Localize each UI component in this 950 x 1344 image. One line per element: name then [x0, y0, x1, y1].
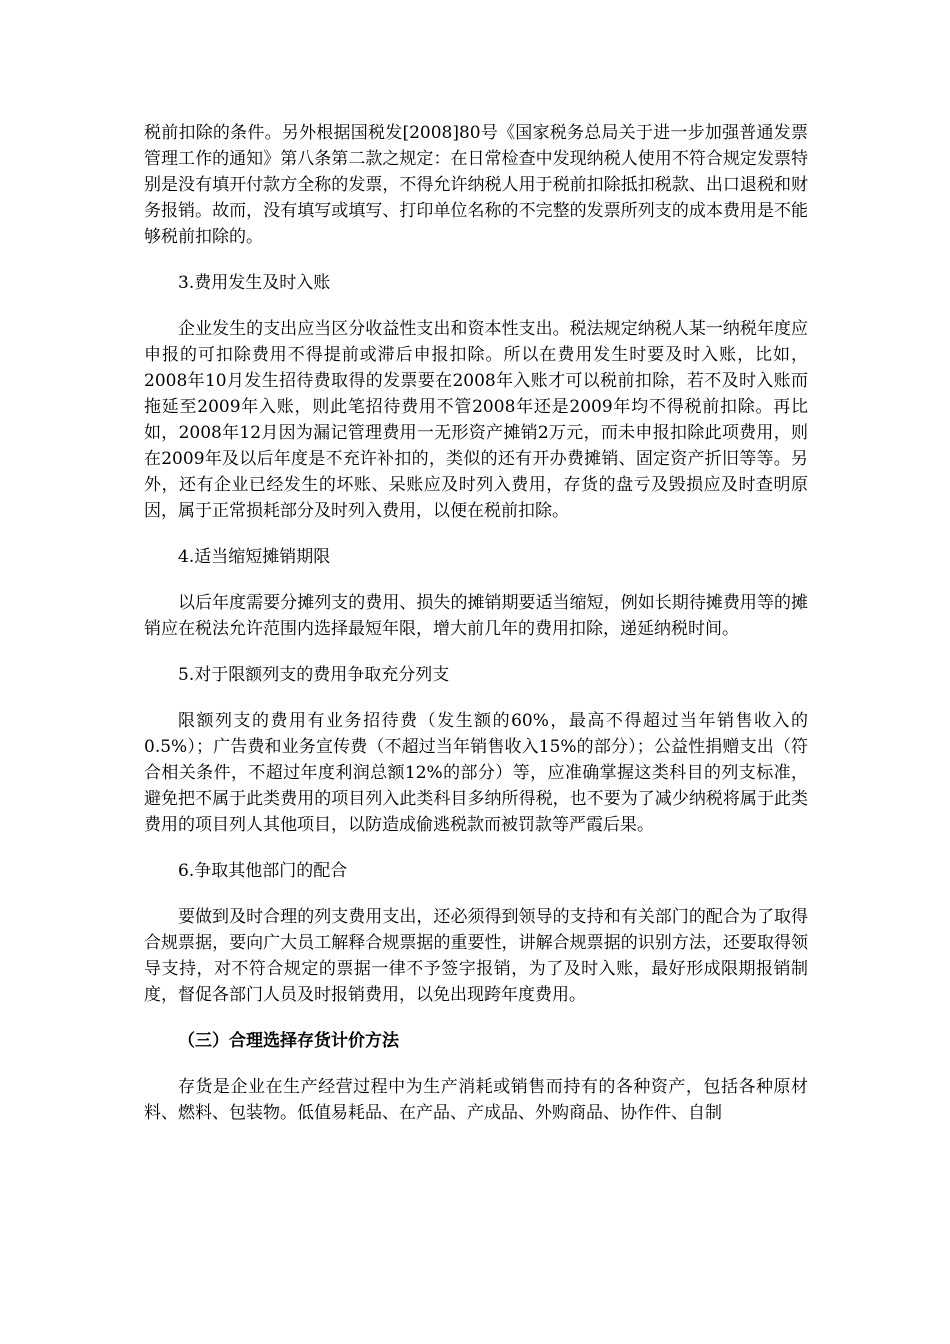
paragraph-limited-expenses: 限额列支的费用有业务招待费（发生额的60%，最高不得超过当年销售收入的0.5%）；广告费和业务宣传费（不超过当年销售收入15%的部分）；公益性捐赠支出（符合相关条件，不超过年度利润总额12%的部分）等，应准确掌握这类科目的列支标准，避免把不属于此类费用的项目列入此类科目多纳所得税，也不要为了减少纳税将属于此类费用的项目列人其他项目，以防造成偷逃税款而被罚款等严霞后果。: [144, 711, 808, 835]
document-page: [144, 120, 808, 1126]
paragraph-shorten-amortization: 以后年度需要分摊列支的费用、损失的摊销期要适当缩短，例如长期待摊费用等的摊销应在税法允许范围内选择最短年限，增大前几年的费用扣除，递延纳税时间。: [144, 593, 808, 639]
heading-shorten-amortization: 4.适当缩短摊销期限: [178, 547, 331, 567]
heading-expense-timely-entry: 3.费用发生及时入账: [178, 273, 331, 293]
paragraph-expense-timely-entry: 企业发生的支出应当区分收益性支出和资本性支出。税法规定纳税人某一纳税年度应申报的可扣除费用不得提前或滞后申报扣除。所以在费用发生时要及时入账，比如，2008年10月发生招待费取得的发票要在2008年入账才可以税前扣除，若不及时入账而拖延至2009年入账，则此笔招待费用不管2008年还是2009年均不得税前扣除。再比如，2008年12月因为漏记管理费用一无形资产摊销2万元，而未申报扣除此项费用，则在2009年及以后年度是不充许补扣的，类似的还有开办费摊销、固定资产折旧等等。另外，还有企业已经发生的坏账、呆账应及时列入费用，存货的盘亏及毁损应及时查明原因，属于正常损耗部分及时列入费用，以便在税前扣除。: [144, 319, 808, 521]
paragraph-department-cooperation: 要做到及时合理的列支费用支出，还必须得到领导的支持和有关部门的配合为了取得合规票据，要向广大员工解释合规票据的重要性，讲解合规票据的识别方法，还要取得领导支持，对不符合规定的票据一律不予签字报销，为了及时入账，最好形成限期报销制度，督促各部门人员及时报销费用，以免出现跨年度费用。: [144, 907, 808, 1005]
heading-limited-expenses: 5.对于限额列支的费用争取充分列支: [178, 665, 450, 685]
heading-department-cooperation: 6.争取其他部门的配合: [178, 861, 348, 881]
section-heading-inventory-valuation: （三）合理选择存货计价方法: [178, 1031, 399, 1051]
paragraph-inventory-definition: 存货是企业在生产经营过程中为生产消耗或销售而持有的各种资产，包括各种原材料、燃料、包装物。低值易耗品、在产品、产成品、外购商品、协作件、自制: [144, 1077, 808, 1123]
paragraph-invoice-conditions: 税前扣除的条件。另外根据国税发[2008]80号《国家税务总局关于进一步加强普通发票管理工作的通知》第八条第二款之规定：在日常检查中发现纳税人使用不符合规定发票特别是没有填开付款方全称的发票，不得允许纳税人用于税前扣除抵扣税款、出口退税和财务报销。故而，没有填写或填写、打印单位名称的不完整的发票所列支的成本费用是不能够税前扣除的。: [144, 123, 808, 247]
